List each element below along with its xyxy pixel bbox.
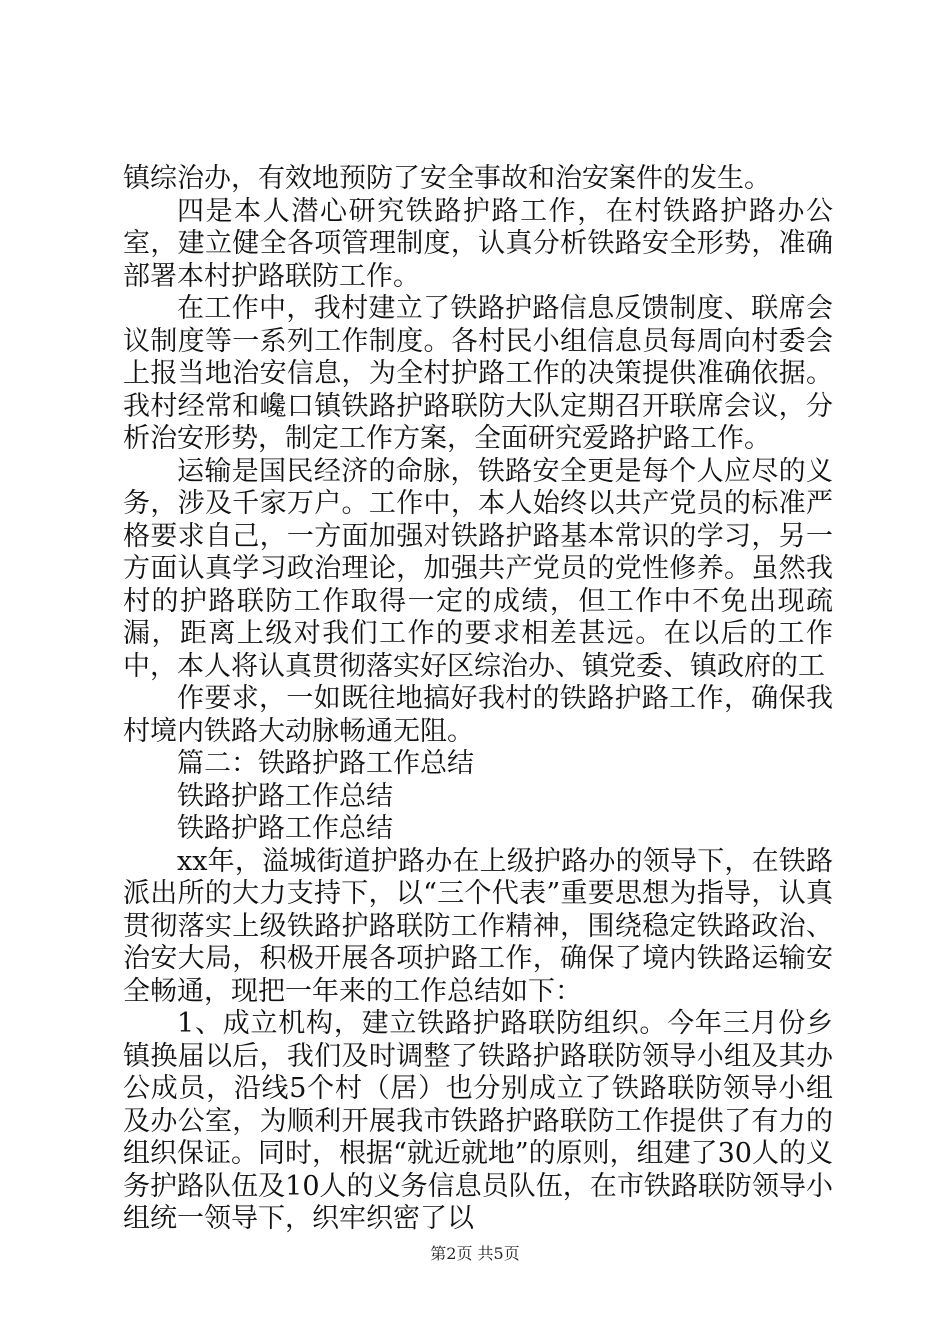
section-title: 铁路护路工作总结 <box>177 780 393 812</box>
paragraph-3: 在工作中，我村建立了铁路护路信息反馈制度、联席会议制度等一系列工作制度。各村民小组信息员每周向村委会上报当地治安信息，为全村护路工作的决策提供准确依据。我村经常和巉口镇铁路护路联防大队定期召开联席会议，分析治安形势，制定工作方案，全面研究爱路护路工作。 <box>123 293 833 454</box>
paragraph-9: xx年，溢城街道护路办在上级护路办的领导下，在铁路派出所的大力支持下，以“三个代表”重要思想为指导，认真贯彻落实上级铁路护路联防工作精神，围绕稳定铁路政治、治安大局，积极开展各项护路工作，确保了境内铁路运输安全畅通，现把一年来的工作总结如下： <box>123 845 833 1007</box>
paragraph-5: 作要求，一如既往地搞好我村的铁路护路工作，确保我村境内铁路大动脉畅通无阻。 <box>123 683 833 747</box>
page-footer: 第2页 共5页 <box>430 1244 520 1263</box>
paragraph-4: 运输是国民经济的命脉，铁路安全更是每个人应尽的义务，涉及千家万户。工作中，本人始终以共产党员的标准严格要求自己，一方面加强对铁路护路基本常识的学习，另一方面认真学习政治理论，加强共产党员的党性修养。虽然我村的护路联防工作取得一定的成绩，但工作中不免出现疏漏，距离上级对我们工作的要求相差甚远。在以后的工作中，本人将认真贯彻落实好区综治办、镇党委、镇政府的工 <box>123 455 833 682</box>
section-heading: 篇二：铁路护路工作总结 <box>177 748 474 779</box>
section-subtitle: 铁路护路工作总结 <box>177 813 393 844</box>
paragraph-10: 1、成立机构，建立铁路护路联防组织。今年三月份乡镇换届以后，我们及时调整了铁路护路联防领导小组及其办公成员，沿线5个村（居）也分别成立了铁路联防领导小组及办公室，为顺利开展我市铁路护路联防工作提供了有力的组织保证。同时，根据“就近就地”的原则，组建了30人的义务护路队伍及10人的义务信息员队伍，在市铁路联防领导小组统一领导下，织牢织密了以 <box>123 1008 833 1234</box>
document-body <box>123 163 833 1236</box>
paragraph-1: 镇综治办，有效地预防了安全事故和治安案件的发生。 <box>123 163 771 194</box>
paragraph-2: 四是本人潜心研究铁路护路工作，在村铁路护路办公室，建立健全各项管理制度，认真分析铁路安全形势，准确部署本村护路联防工作。 <box>123 195 833 292</box>
